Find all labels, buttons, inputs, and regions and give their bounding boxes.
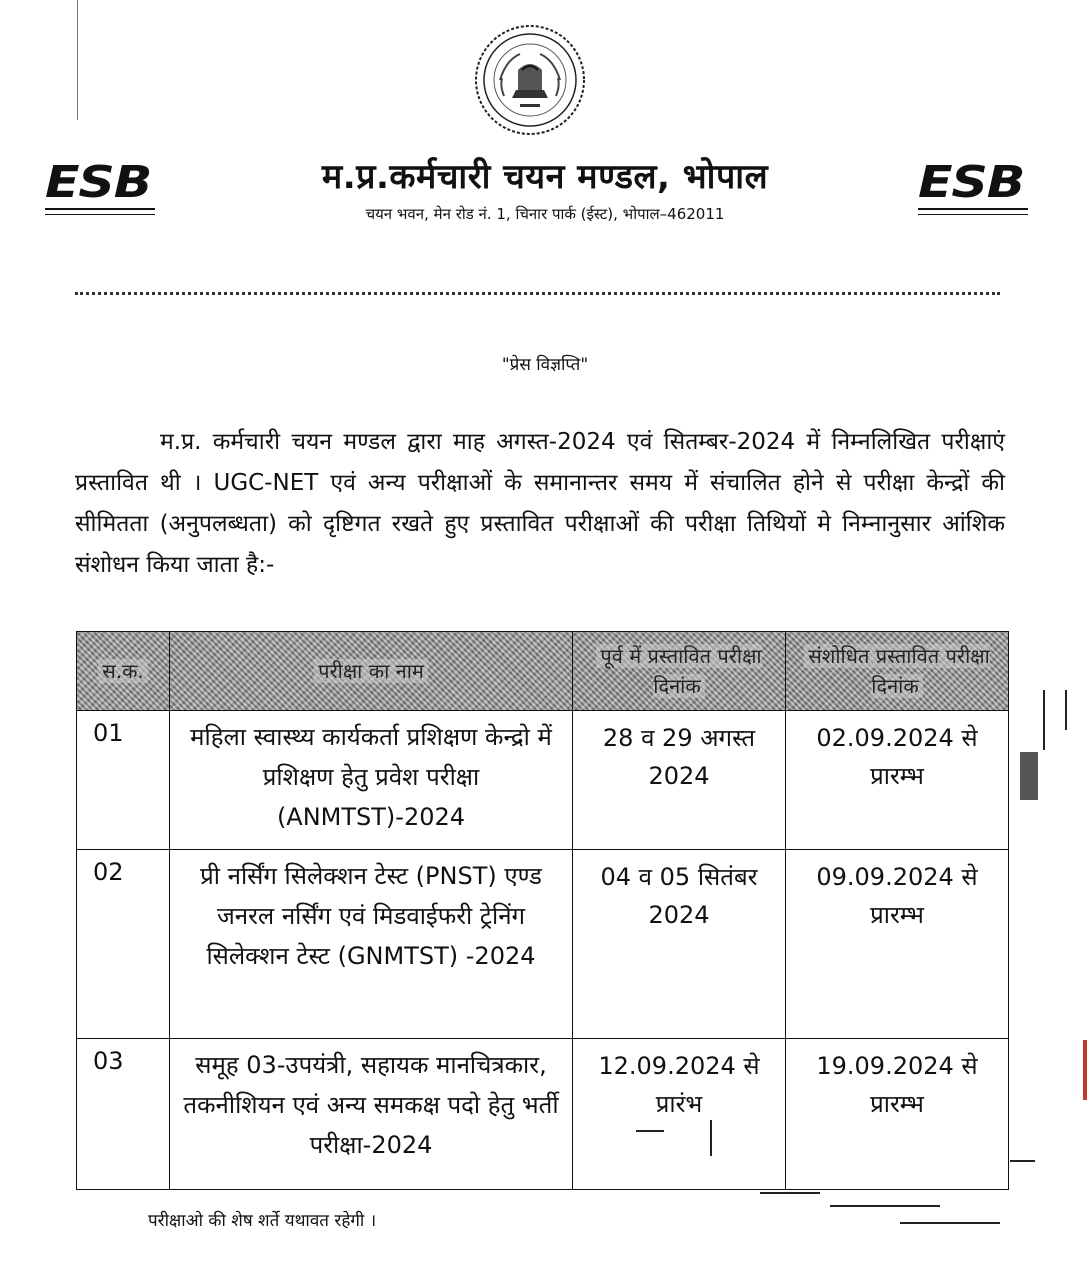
scan-mark [900, 1222, 1000, 1224]
table-row [77, 711, 1009, 850]
header-previous-date: पूर्व में प्रस्तावित परीक्षा दिनांक [573, 632, 786, 711]
cell-revised-date: 02.09.2024 से प्रारम्भ [786, 711, 1009, 850]
cell-serial: 02 [77, 850, 170, 1039]
scan-mark [1010, 1160, 1035, 1162]
cell-exam-name: समूह 03-उपयंत्री, सहायक मानचित्रकार, तकनीशियन एवं अन्य समकक्ष पदो हेतु भर्ती परीक्षा-2024 [170, 1039, 573, 1190]
scan-mark [1020, 752, 1038, 800]
logo-underline [918, 208, 1028, 215]
organization-address: चयन भवन, मेन रोड नं. 1, चिनार पार्क (ईस्ट), भोपाल–462011 [365, 205, 725, 223]
logo-underline [45, 208, 155, 215]
cell-exam-name: प्री नर्सिंग सिलेक्शन टेस्ट (PNST) एण्ड जनरल नर्सिंग एवं मिडवाईफरी ट्रेनिंग सिलेक्शन टेस्ट (GNMTST) -2024 [170, 850, 573, 1039]
header-revised-date: संशोधित प्रस्तावित परीक्षा दिनांक [786, 632, 1009, 711]
scan-mark [760, 1192, 820, 1194]
scan-mark [77, 0, 78, 120]
cell-previous-date: 28 व 29 अगस्त 2024 [573, 711, 786, 850]
scan-mark [636, 1130, 664, 1132]
cell-serial: 03 [77, 1039, 170, 1190]
table-row [77, 850, 1009, 1039]
header-serial: स.क. [77, 632, 170, 711]
esb-logo-right [918, 157, 1033, 220]
table-row [77, 1039, 1009, 1190]
scan-mark [710, 1120, 712, 1156]
cell-revised-date: 19.09.2024 से प्रारम्भ [786, 1039, 1009, 1190]
press-release-heading: "प्रेस विज्ञप्ति" [501, 355, 589, 375]
esb-logo-text: ESB [918, 157, 1025, 208]
cell-previous-date: 12.09.2024 से प्रारंभ [573, 1039, 786, 1190]
exam-schedule-table [76, 631, 1009, 1190]
scan-mark [830, 1205, 940, 1207]
cell-previous-date: 04 व 05 सितंबर 2024 [573, 850, 786, 1039]
footer-note: परीक्षाओ की शेष शर्ते यथावत रहेगी । [148, 1211, 377, 1231]
cell-serial: 01 [77, 711, 170, 850]
cell-revised-date: 09.09.2024 से प्रारम्भ [786, 850, 1009, 1039]
state-emblem-icon [470, 20, 590, 140]
scan-mark [1083, 1040, 1087, 1100]
esb-logo-left [45, 157, 160, 220]
scan-mark [1043, 690, 1045, 750]
table-header-row [77, 632, 1009, 711]
esb-logo-text: ESB [45, 157, 152, 208]
scan-mark [1065, 690, 1067, 730]
notice-body: म.प्र. कर्मचारी चयन मण्डल द्वारा माह अगस्त-2024 एवं सितम्बर-2024 में निम्नलिखित परीक्षाएं प्रस्तावित थी । UGC-NET एवं अन्य परीक्षाओं के समानान्तर समय में संचालित होने से परीक्षा केन्द्रों की सीमितता (अनुपलब्धता) को दृष्टिगत रखते हुए प्रस्तावित परीक्षाओं की परीक्षा तिथियों मे निम्नानुसार आंशिक संशोधन किया जाता है:- [75, 429, 1005, 578]
cell-exam-name: महिला स्वास्थ्य कार्यकर्ता प्रशिक्षण केन्द्रो में प्रशिक्षण हेतु प्रवेश परीक्षा (ANMTST)-2024 [170, 711, 573, 850]
organization-name: म.प्र.कर्मचारी चयन मण्डल, भोपाल [321, 157, 769, 197]
header-exam-name: परीक्षा का नाम [170, 632, 573, 711]
header-divider [75, 292, 1000, 295]
